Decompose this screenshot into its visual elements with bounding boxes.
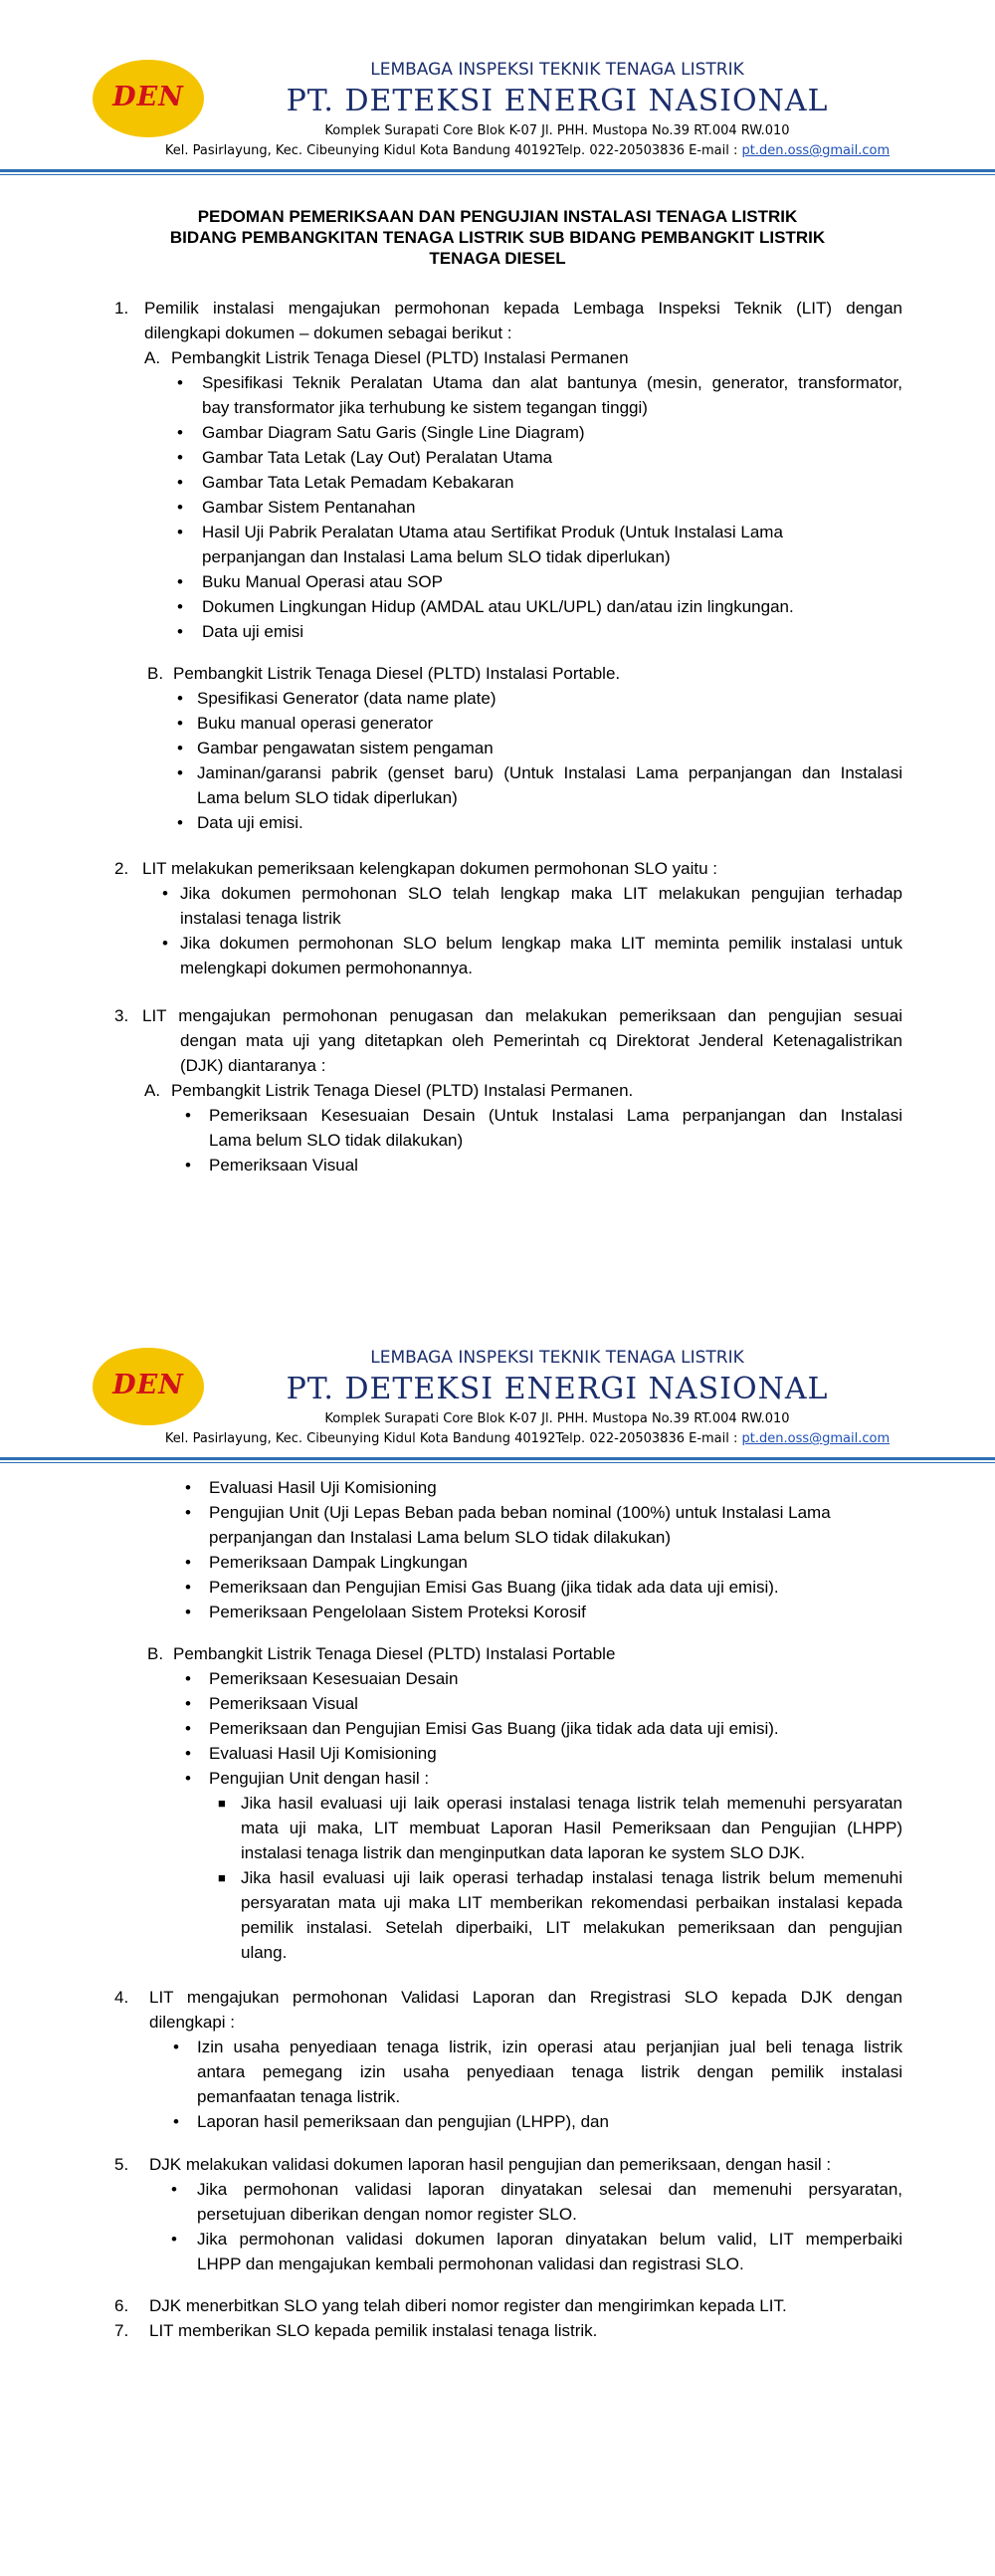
bullet: • bbox=[177, 423, 183, 442]
email-link[interactable]: pt.den.oss@gmail.com bbox=[741, 1431, 891, 1446]
list-item: Data uji emisi bbox=[202, 622, 304, 641]
letterhead bbox=[0, 0, 995, 179]
list-item: Lama belum SLO tidak dilakukan) bbox=[209, 1131, 464, 1150]
step-text: LIT melakukan pemeriksaan kelengkapan dokumen permohonan SLO yaitu : bbox=[142, 859, 718, 878]
list-item: Pemeriksaan Pengelolaan Sistem Proteksi Korosif bbox=[209, 1603, 586, 1621]
section-title: Pembangkit Listrik Tenaga Diesel (PLTD) Instalasi Portable. bbox=[173, 664, 621, 683]
list-item: Jika dokumen permohonan SLO belum lengkap maka LIT meminta pemilik instalasi untuk bbox=[180, 934, 902, 953]
bullet: • bbox=[162, 884, 168, 903]
list-item: Evaluasi Hasil Uji Komisioning bbox=[209, 1478, 437, 1497]
bullet: • bbox=[185, 1669, 191, 1688]
list-item: Gambar pengawatan sistem pengaman bbox=[197, 739, 494, 757]
bullet: • bbox=[177, 572, 183, 591]
bullet: • bbox=[173, 2112, 179, 2131]
list-item: Pengujian Unit dengan hasil : bbox=[209, 1769, 430, 1788]
page-2 bbox=[0, 1288, 995, 2576]
address-line-2: Kel. Pasirlayung, Kec. Cibeunying Kidul Kota Bandung 40192Telp. 022-20503836 E-mail : pt.den.oss@gmail.com bbox=[164, 1431, 891, 1446]
list-item: Pemeriksaan Visual bbox=[209, 1694, 358, 1713]
list-item: instalasi tenaga listrik bbox=[180, 909, 341, 928]
bullet: • bbox=[177, 763, 183, 782]
list-item: Data uji emisi. bbox=[197, 813, 303, 832]
institution-name: LEMBAGA INSPEKSI TEKNIK TENAGA LISTRIK bbox=[370, 1348, 744, 1368]
list-item: Spesifikasi Generator (data name plate) bbox=[197, 689, 497, 708]
bullet: • bbox=[177, 714, 183, 733]
company-logo: DEN bbox=[93, 60, 204, 137]
step-number: 6. bbox=[114, 2296, 129, 2315]
step-text: DJK menerbitkan SLO yang telah diberi nomor register dan mengirimkan kepada LIT. bbox=[149, 2296, 787, 2315]
step-text: dilengkapi dokumen – dokumen sebagai berikut : bbox=[144, 323, 512, 342]
step-number: 7. bbox=[114, 2321, 129, 2340]
bullet: • bbox=[177, 622, 183, 641]
step-text: dengan mata uji yang ditetapkan oleh Pemerintah cq Direktorat Jenderal Ketenagalistrikan bbox=[180, 1031, 902, 1050]
section-label: B. bbox=[147, 664, 164, 683]
bullet: • bbox=[177, 373, 183, 392]
bullet: • bbox=[173, 2038, 179, 2056]
bullet: • bbox=[185, 1603, 191, 1621]
bullet: • bbox=[185, 1769, 191, 1788]
bullet: • bbox=[185, 1156, 191, 1175]
list-item: Gambar Diagram Satu Garis (Single Line Diagram) bbox=[202, 423, 585, 442]
step-text: (DJK) diantaranya : bbox=[180, 1056, 326, 1075]
list-item: perpanjangan dan Instalasi Lama belum SLO tidak diperlukan) bbox=[202, 547, 671, 566]
step-text: LIT memberikan SLO kepada pemilik instalasi tenaga listrik. bbox=[149, 2321, 598, 2340]
step-number: 5. bbox=[114, 2155, 129, 2174]
bullet: • bbox=[185, 1106, 191, 1125]
list-item: Jika dokumen permohonan SLO telah lengkap maka LIT melakukan pengujian terhadap bbox=[180, 884, 902, 903]
step-number: 3. bbox=[114, 1006, 129, 1025]
list-item: Pemeriksaan Kesesuaian Desain bbox=[209, 1669, 459, 1688]
section-label: A. bbox=[144, 348, 161, 367]
sub-list-item: mata uji maka, LIT membuat Laporan Hasil Pemeriksaan dan Pengujian (LHPP) bbox=[241, 1819, 902, 1837]
list-item: Pengujian Unit (Uji Lepas Beban pada beban nominal (100%) untuk Instalasi Lama bbox=[209, 1503, 831, 1522]
header-divider bbox=[0, 169, 995, 172]
bullet: • bbox=[185, 1744, 191, 1763]
step-number: 1. bbox=[114, 299, 129, 318]
list-item: Spesifikasi Teknik Peralatan Utama dan alat bantunya (mesin, generator, transformator, bbox=[202, 373, 902, 392]
list-item: Pemeriksaan Kesesuaian Desain (Untuk Instalasi Lama perpanjangan dan Instalasi bbox=[209, 1106, 902, 1125]
list-item: bay transformator jika terhubung ke sistem tegangan tinggi) bbox=[202, 398, 648, 417]
bullet: • bbox=[177, 498, 183, 517]
email-link[interactable]: pt.den.oss@gmail.com bbox=[741, 143, 891, 158]
header-divider-thin bbox=[0, 1462, 995, 1463]
bullet: • bbox=[177, 597, 183, 616]
letterhead bbox=[0, 1288, 995, 1467]
section-title: Pembangkit Listrik Tenaga Diesel (PLTD) Instalasi Portable bbox=[173, 1644, 616, 1663]
step-text: Pemilik instalasi mengajukan permohonan kepada Lembaga Inspeksi Teknik (LIT) dengan bbox=[144, 299, 902, 318]
sub-list-item: pemilik instalasi. Setelah diperbaiki, LIT melakukan pemeriksaan dan pengujian bbox=[241, 1918, 902, 1937]
bullet: • bbox=[185, 1719, 191, 1738]
list-item: Jika permohonan validasi laporan dinyatakan selesai dan memenuhi persyaratan, bbox=[197, 2180, 902, 2199]
list-item: Buku Manual Operasi atau SOP bbox=[202, 572, 443, 591]
square-bullet: ■ bbox=[218, 1796, 226, 1811]
list-item: Laporan hasil pemeriksaan dan pengujian (LHPP), dan bbox=[197, 2112, 609, 2131]
bullet: • bbox=[177, 473, 183, 492]
list-item: Hasil Uji Pabrik Peralatan Utama atau Sertifikat Produk (Untuk Instalasi Lama bbox=[202, 523, 783, 541]
list-item: Gambar Sistem Pentanahan bbox=[202, 498, 416, 517]
bullet: • bbox=[162, 934, 168, 953]
step-text: LIT mengajukan permohonan Validasi Laporan dan Rregistrasi SLO kepada DJK dengan bbox=[149, 1988, 902, 2007]
bullet: • bbox=[177, 523, 183, 541]
list-item: Lama belum SLO tidak diperlukan) bbox=[197, 788, 458, 807]
list-item: Dokumen Lingkungan Hidup (AMDAL atau UKL/UPL) dan/atau izin lingkungan. bbox=[202, 597, 794, 616]
sub-list-item: Jika hasil evaluasi uji laik operasi instalasi tenaga listrik telah memenuhi persyaratan bbox=[241, 1794, 902, 1813]
bullet: • bbox=[185, 1694, 191, 1713]
address-line-1: Komplek Surapati Core Blok K-07 Jl. PHH. Mustopa No.39 RT.004 RW.010 bbox=[324, 123, 790, 138]
sub-list-item: ulang. bbox=[241, 1943, 288, 1962]
list-item: Pemeriksaan Dampak Lingkungan bbox=[209, 1553, 468, 1572]
address-line-2: Kel. Pasirlayung, Kec. Cibeunying Kidul Kota Bandung 40192Telp. 022-20503836 E-mail : pt.den.oss@gmail.com bbox=[164, 143, 891, 158]
sub-list-item: persyaratan mata uji maka LIT memberikan rekomendasi perbaikan instalasi kepada bbox=[241, 1893, 902, 1912]
list-item: Evaluasi Hasil Uji Komisioning bbox=[209, 1744, 437, 1763]
sub-list-item: instalasi tenaga listrik dan menginputkan data laporan ke system SLO DJK. bbox=[241, 1843, 805, 1862]
sub-list-item: Jika hasil evaluasi uji laik operasi terhadap instalasi tenaga listrik belum memenuhi bbox=[241, 1868, 902, 1887]
bullet: • bbox=[177, 448, 183, 467]
company-name: PT. DETEKSI ENERGI NASIONAL bbox=[286, 1372, 829, 1406]
list-item: LHPP dan mengajukan kembali permohonan validasi dan registrasi SLO. bbox=[197, 2254, 744, 2273]
institution-name: LEMBAGA INSPEKSI TEKNIK TENAGA LISTRIK bbox=[370, 60, 744, 80]
square-bullet: ■ bbox=[218, 1870, 226, 1885]
list-item: pemanfaatan tenaga listrik. bbox=[197, 2087, 401, 2106]
list-item: Gambar Tata Letak Pemadam Kebakaran bbox=[202, 473, 514, 492]
bullet: • bbox=[185, 1578, 191, 1597]
header-divider bbox=[0, 1457, 995, 1460]
list-item: Pemeriksaan Visual bbox=[209, 1156, 358, 1175]
step-number: 4. bbox=[114, 1988, 129, 2007]
section-label: A. bbox=[144, 1081, 161, 1100]
list-item: Gambar Tata Letak (Lay Out) Peralatan Utama bbox=[202, 448, 553, 467]
company-logo: DEN bbox=[93, 1348, 204, 1425]
section-label: B. bbox=[147, 1644, 164, 1663]
bullet: • bbox=[177, 813, 183, 832]
list-item: Pemeriksaan dan Pengujian Emisi Gas Buang (jika tidak ada data uji emisi). bbox=[209, 1578, 779, 1597]
list-item: melengkapi dokumen permohonannya. bbox=[180, 959, 473, 977]
document-title: PEDOMAN PEMERIKSAAN DAN PENGUJIAN INSTALASI TENAGA LISTRIK BIDANG PEMBANGKITAN TENAGA LISTRIK SUB BIDANG PEMBANGKIT LISTRIK TENAGA DIESEL bbox=[169, 207, 826, 268]
step-text: dilengkapi : bbox=[149, 2013, 236, 2032]
bullet: • bbox=[185, 1478, 191, 1497]
section-title: Pembangkit Listrik Tenaga Diesel (PLTD) Instalasi Permanen. bbox=[171, 1081, 634, 1100]
section-title: Pembangkit Listrik Tenaga Diesel (PLTD) Instalasi Permanen bbox=[171, 348, 629, 367]
bullet: • bbox=[171, 2180, 177, 2199]
step-text: DJK melakukan validasi dokumen laporan hasil pengujian dan pemeriksaan, dengan hasil : bbox=[149, 2155, 832, 2174]
list-item: Jika permohonan validasi dokumen laporan dinyatakan belum valid, LIT memperbaiki bbox=[197, 2230, 902, 2249]
list-item: perpanjangan dan Instalasi Lama belum SLO tidak dilakukan) bbox=[209, 1528, 672, 1547]
bullet: • bbox=[185, 1553, 191, 1572]
list-item: Pemeriksaan dan Pengujian Emisi Gas Buang (jika tidak ada data uji emisi). bbox=[209, 1719, 779, 1738]
list-item: Jaminan/garansi pabrik (genset baru) (Untuk Instalasi Lama perpanjangan dan Instalasi bbox=[197, 763, 902, 782]
list-item: persetujuan diberikan dengan nomor register SLO. bbox=[197, 2205, 577, 2224]
address-line-1: Komplek Surapati Core Blok K-07 Jl. PHH. Mustopa No.39 RT.004 RW.010 bbox=[324, 1411, 790, 1426]
bullet: • bbox=[177, 739, 183, 757]
bullet: • bbox=[177, 689, 183, 708]
step-number: 2. bbox=[114, 859, 129, 878]
header-divider-thin bbox=[0, 174, 995, 175]
bullet: • bbox=[185, 1503, 191, 1522]
step-text: LIT mengajukan permohonan penugasan dan melakukan pemeriksaan dan pengujian sesuai bbox=[142, 1006, 902, 1025]
list-item: Izin usaha penyediaan tenaga listrik, izin operasi atau perjanjian jual beli tenaga listrik bbox=[197, 2038, 902, 2056]
bullet: • bbox=[171, 2230, 177, 2249]
list-item: Buku manual operasi generator bbox=[197, 714, 434, 733]
company-name: PT. DETEKSI ENERGI NASIONAL bbox=[286, 84, 829, 118]
list-item: antara pemegang izin usaha penyediaan tenaga listrik dengan pemilik instalasi bbox=[197, 2062, 902, 2081]
